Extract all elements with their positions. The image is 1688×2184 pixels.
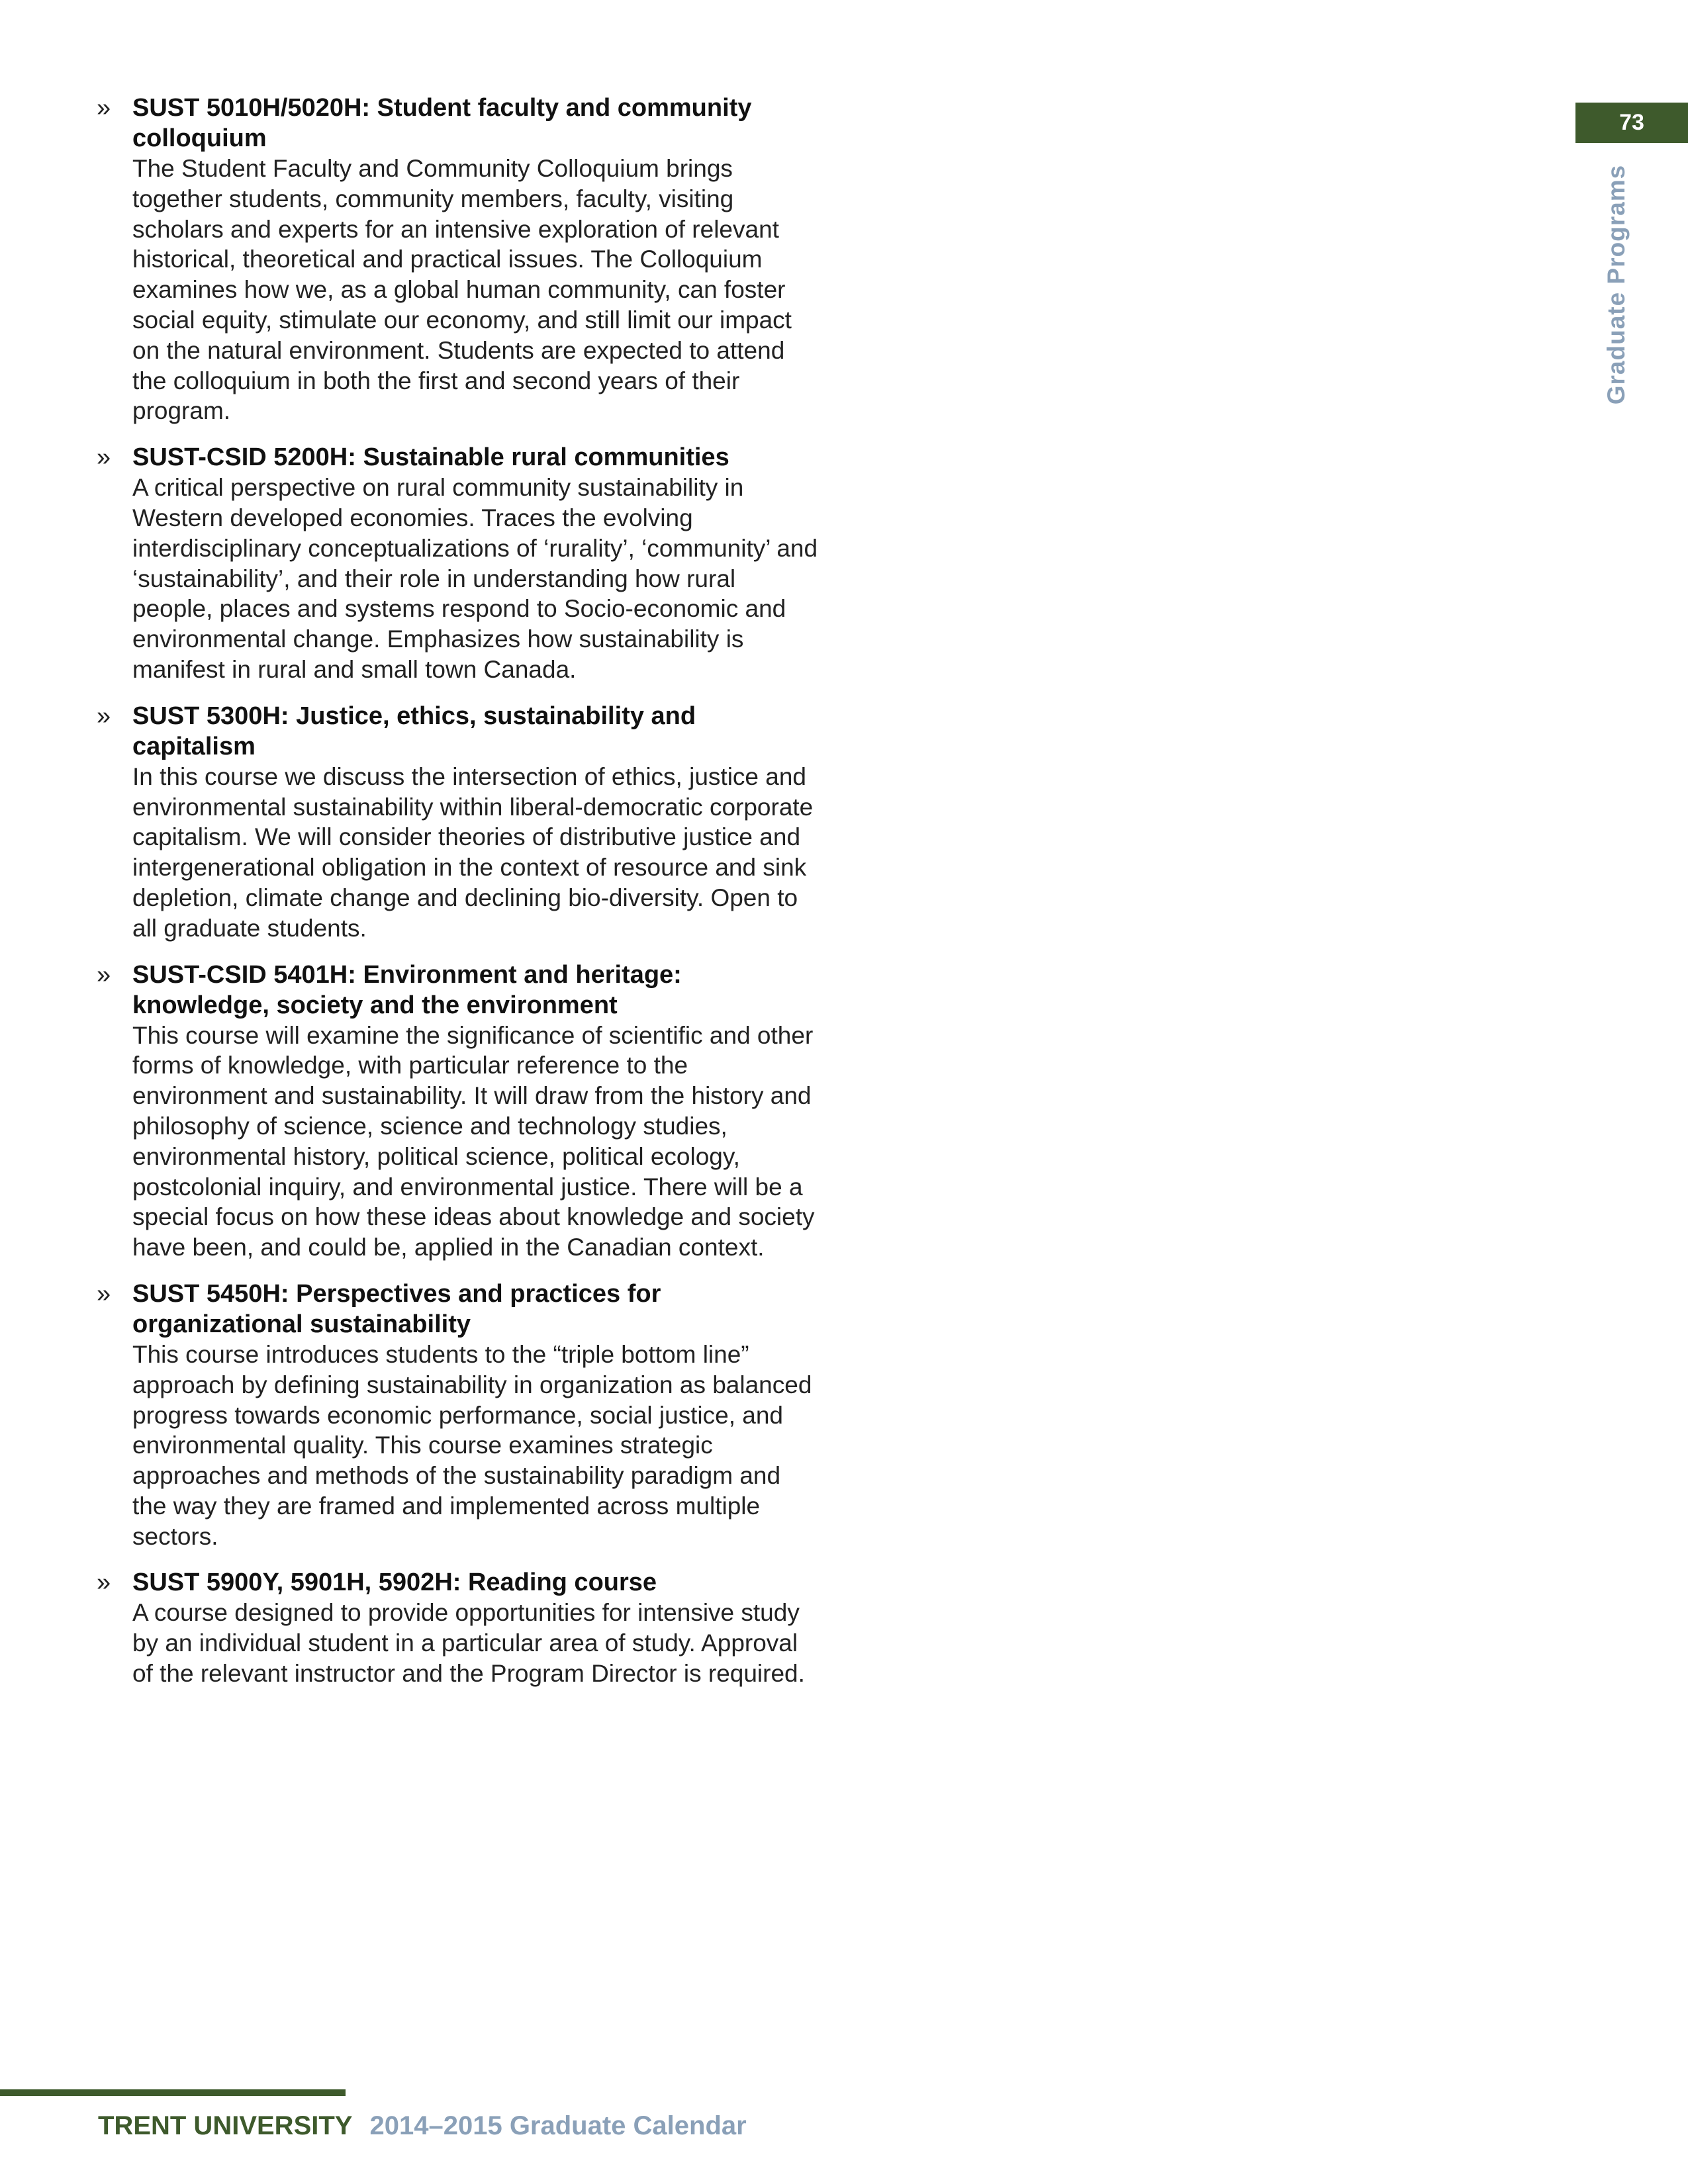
bullet-marker: » — [97, 443, 111, 472]
course-entry — [90, 960, 818, 1263]
bullet-marker: » — [97, 94, 111, 122]
course-description: A course designed to provide opportunities for intensive study by an individual student in a particular area of study. Approval of the relevant instructor and the Program Director is required. — [132, 1599, 805, 1688]
course-entry — [90, 1567, 818, 1688]
course-entry — [90, 1279, 818, 1552]
course-title: SUST 5010H/5020H: Student faculty and community colloquium — [132, 94, 752, 152]
course-description: A critical perspective on rural community sustainability in Western developed economies. Traces the evolving interdisciplinary conceptualizations of ‘rurality’, ‘community’ and ‘sustainability’, and their role in understanding how rural people, places and systems respond to Socio-economic and environmental change. Emphasizes how sustainability is manifest in rural and small town Canada. — [132, 474, 818, 683]
course-title: SUST-CSID 5401H: Environment and heritage: knowledge, society and the environment — [132, 960, 682, 1019]
course-entry — [90, 701, 818, 944]
footer-rule — [0, 2089, 346, 2096]
course-description: The Student Faculty and Community Colloquium brings together students, community members, faculty, visiting scholars and experts for an intensive exploration of relevant historical, theoretical and practical issues. The Colloquium examines how we, as a global human community, can foster social equity, stimulate our economy, and still limit our impact on the natural environment. Students are expected to attend the colloquium in both the first and second years of their program. — [132, 155, 792, 425]
course-description: This course will examine the significance of scientific and other forms of knowledge, with particular reference to the environment and sustainability. It will draw from the history and philosophy of science, science and technology studies, environmental history, political science, political ecology, postcolonial inquiry, and environmental justice. There will be a special focus on how these ideas about knowledge and society have been, and could be, applied in the Canadian context. — [132, 1021, 815, 1261]
bullet-marker: » — [97, 702, 111, 730]
course-entry — [90, 442, 818, 685]
course-description: This course introduces students to the “triple bottom line” approach by defining sustainability in organization as balanced progress towards economic performance, social justice, and environmental quality. This course examines strategic approaches and methods of the sustainability paradigm and the way they are framed and implemented across multiple sectors. — [132, 1340, 812, 1550]
course-list — [90, 93, 818, 1705]
course-title: SUST 5900Y, 5901H, 5902H: Reading course — [132, 1569, 657, 1597]
bullet-marker: » — [97, 1279, 111, 1308]
course-entry — [90, 93, 818, 426]
footer-institution: TRENT UNIVERSITY — [98, 2111, 353, 2140]
bullet-marker: » — [97, 960, 111, 989]
footer — [98, 2111, 747, 2141]
course-description: In this course we discuss the intersection of ethics, justice and environmental sustainability within liberal-democratic corporate capitalism. We will consider theories of distributive justice and intergenerational obligation in the context of resource and sink depletion, climate change and declining bio-diversity. Open to all graduate students. — [132, 762, 814, 942]
footer-calendar-title: 2014–2015 Graduate Calendar — [369, 2111, 747, 2140]
course-title: SUST 5300H: Justice, ethics, sustainability and capitalism — [132, 702, 696, 760]
course-title: SUST-CSID 5200H: Sustainable rural communities — [132, 443, 729, 472]
bullet-marker: » — [97, 1569, 111, 1597]
page-number-tab: 73 — [1575, 103, 1688, 143]
section-label: Graduate Programs — [1603, 164, 1630, 405]
course-title: SUST 5450H: Perspectives and practices for organizational sustainability — [132, 1279, 661, 1338]
